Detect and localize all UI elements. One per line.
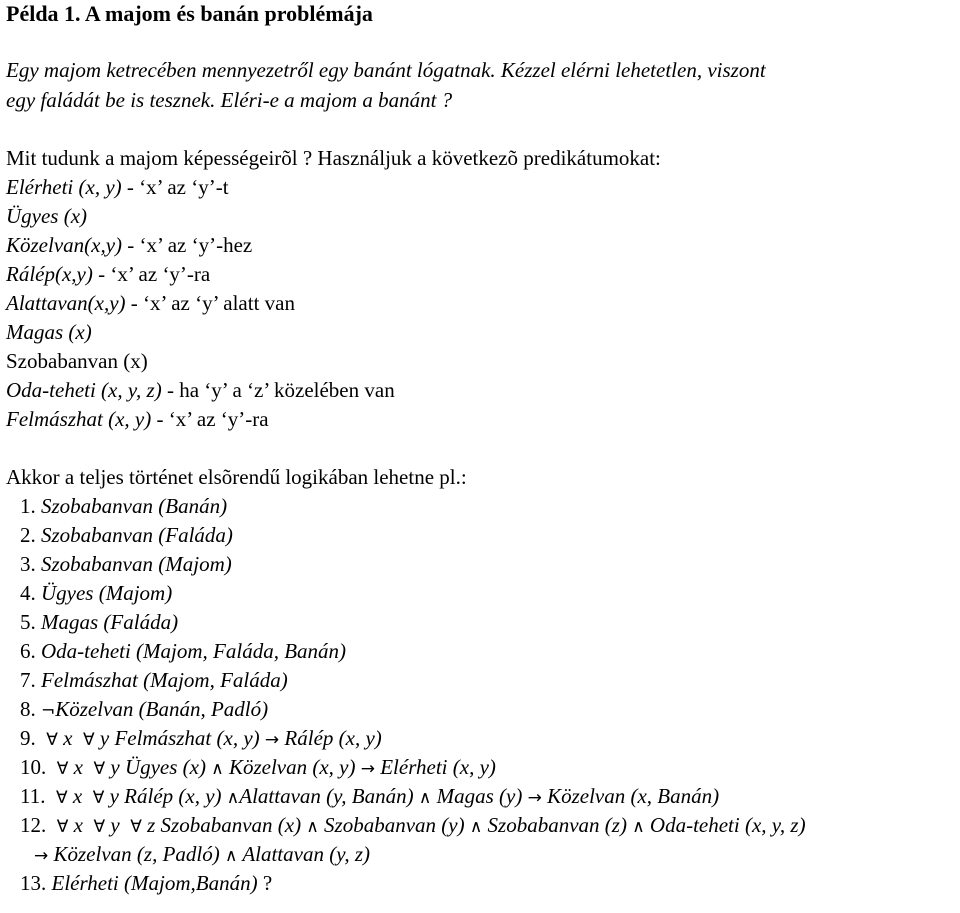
predicate-line xyxy=(6,349,148,373)
statement-text: Elérheti (Majom,Banán) xyxy=(51,871,258,895)
predicate-line xyxy=(6,407,269,431)
statement-6 xyxy=(20,639,346,663)
statement-number: 8. xyxy=(20,697,36,721)
variable: y xyxy=(110,755,120,779)
statement-text: Szobabanvan (Majom) xyxy=(41,552,232,576)
statement-12 xyxy=(20,813,806,839)
statement-text: Magas (Faláda) xyxy=(41,610,179,634)
statement-13 xyxy=(20,871,272,895)
predicate-name: Közelvan(x,y) xyxy=(6,233,123,257)
formula-part: Szobabanvan (z) xyxy=(487,813,627,837)
variable: x xyxy=(73,755,83,779)
formula-part: Szobabanvan (x) xyxy=(160,813,302,837)
formula-part: Felmászhat (x, y) xyxy=(114,726,260,750)
negation-symbol: ¬ xyxy=(41,701,56,721)
forall-symbol: ∀ xyxy=(56,817,69,837)
predicates-intro: Mit tudunk a majom képességeirõl ? Használjuk a következõ predikátumokat: xyxy=(6,146,661,170)
and-symbol: ∧ xyxy=(632,817,645,837)
forall-symbol: ∀ xyxy=(93,759,106,779)
variable: x xyxy=(72,784,83,808)
formula-part: Alattavan (y, Banán) xyxy=(239,784,414,808)
predicate-name: Ügyes (x) xyxy=(6,204,88,228)
predicate-line xyxy=(6,262,210,286)
variable: y xyxy=(99,726,110,750)
predicate-desc: - ‘x’ az ‘y’-ra xyxy=(156,407,269,431)
implies-symbol: → xyxy=(34,846,49,866)
statement-1 xyxy=(20,494,227,518)
implies-symbol: → xyxy=(360,759,375,779)
predicate-name: Oda-teheti (x, y, z) xyxy=(6,378,162,402)
forall-symbol: ∀ xyxy=(82,730,95,750)
predicate-name: Alattavan(x,y) xyxy=(6,291,126,315)
and-symbol: ∧ xyxy=(469,817,483,837)
formula-part: Közelvan (x, Banán) xyxy=(547,784,720,808)
page-title: Példa 1. A majom és banán problémája xyxy=(6,1,373,26)
predicate-name: Magas (x) xyxy=(6,320,92,344)
statement-number: 4. xyxy=(20,581,36,605)
statement-number: 9. xyxy=(20,726,36,750)
statement-text: Közelvan (Banán, Padló) xyxy=(55,697,269,721)
statement-number: 2. xyxy=(20,523,36,547)
intro-line-2: egy faládát be is tesznek. Eléri-e a majom a banánt ? xyxy=(6,88,453,112)
formula-part: Elérheti (x, y) xyxy=(380,755,496,779)
predicate-desc: - ‘x’ az ‘y’-t xyxy=(126,175,229,199)
formula-part: Közelvan (x, y) xyxy=(228,755,356,779)
forall-symbol: ∀ xyxy=(130,817,142,837)
implies-symbol: → xyxy=(527,788,542,808)
formula-part: Közelvan (z, Padló) xyxy=(53,842,220,866)
and-symbol: ∧ xyxy=(306,817,319,837)
statement-number: 11. xyxy=(20,784,46,808)
predicate-desc: - ha ‘y’ a ‘z’ közelében van xyxy=(166,378,395,402)
statement-11 xyxy=(20,784,719,810)
statement-12-continued xyxy=(34,842,370,868)
and-symbol: ∧ xyxy=(418,788,432,808)
predicate-desc: - ‘x’ az ‘y’-ra xyxy=(98,262,211,286)
statement-7 xyxy=(20,668,288,692)
variable: y xyxy=(109,784,119,808)
statement-number: 6. xyxy=(20,639,36,663)
statement-text: Szobabanvan (Faláda) xyxy=(41,523,233,547)
statement-number: 1. xyxy=(20,494,36,518)
statement-2 xyxy=(20,523,233,547)
predicate-line xyxy=(6,175,229,199)
statement-10 xyxy=(20,755,496,781)
statement-3 xyxy=(20,552,232,576)
statement-number: 10. xyxy=(20,755,47,779)
implies-symbol: → xyxy=(264,730,280,750)
predicate-line xyxy=(6,233,252,257)
predicate-name: Elérheti (x, y) xyxy=(6,175,122,199)
variable: x xyxy=(63,726,73,750)
question-mark: ? xyxy=(262,871,273,895)
statement-number: 3. xyxy=(20,552,36,576)
formula-part: Szobabanvan (y) xyxy=(324,813,465,837)
predicate-name: Felmászhat (x, y) xyxy=(6,407,152,431)
statement-text: Ügyes (Majom) xyxy=(41,581,173,605)
formula-part: Alattavan (y, z) xyxy=(242,842,371,866)
predicate-line xyxy=(6,378,395,402)
variable: x xyxy=(73,813,83,837)
and-symbol: ∧ xyxy=(226,788,240,808)
statement-number: 7. xyxy=(20,668,36,692)
statement-number: 13. xyxy=(20,871,47,895)
predicate-desc: - ‘x’ az ‘y’-hez xyxy=(127,233,253,257)
statement-text: Szobabanvan (Banán) xyxy=(41,494,228,518)
statement-text: Oda-teheti (Majom, Faláda, Banán) xyxy=(41,639,347,663)
variable: y xyxy=(110,813,120,837)
formula-part: Rálép (x, y) xyxy=(284,726,382,750)
statement-text: Felmászhat (Majom, Faláda) xyxy=(41,668,288,692)
forall-symbol: ∀ xyxy=(55,788,68,808)
statement-4 xyxy=(20,581,172,605)
and-symbol: ∧ xyxy=(211,759,224,779)
logic-intro: Akkor a teljes történet elsõrendű logikában lehetne pl.: xyxy=(6,465,467,489)
predicate-line xyxy=(6,204,87,228)
predicate-line xyxy=(6,291,295,315)
forall-symbol: ∀ xyxy=(46,730,58,750)
formula-part: Magas (y) xyxy=(436,784,523,808)
formula-part: Ügyes (x) xyxy=(124,755,206,779)
statement-number: 5. xyxy=(20,610,36,634)
forall-symbol: ∀ xyxy=(92,788,105,808)
formula-part: Oda-teheti (x, y, z) xyxy=(649,813,806,837)
statement-5 xyxy=(20,610,178,634)
forall-symbol: ∀ xyxy=(56,759,69,779)
predicate-desc: - ‘x’ az ‘y’ alatt van xyxy=(130,291,295,315)
statement-number: 12. xyxy=(20,813,47,837)
predicate-name: Rálép(x,y) xyxy=(6,262,93,286)
predicate-line xyxy=(6,320,92,344)
formula-part: Rálép (x, y) xyxy=(124,784,222,808)
forall-symbol: ∀ xyxy=(93,817,106,837)
predicate-name: Szobabanvan (x) xyxy=(6,349,148,373)
statement-8 xyxy=(20,697,268,723)
statement-9 xyxy=(20,726,382,752)
and-symbol: ∧ xyxy=(224,846,238,866)
intro-line-1: Egy majom ketrecében mennyezetről egy banánt lógatnak. Kézzel elérni lehetetlen, viszont xyxy=(6,58,766,82)
variable: z xyxy=(147,813,156,837)
